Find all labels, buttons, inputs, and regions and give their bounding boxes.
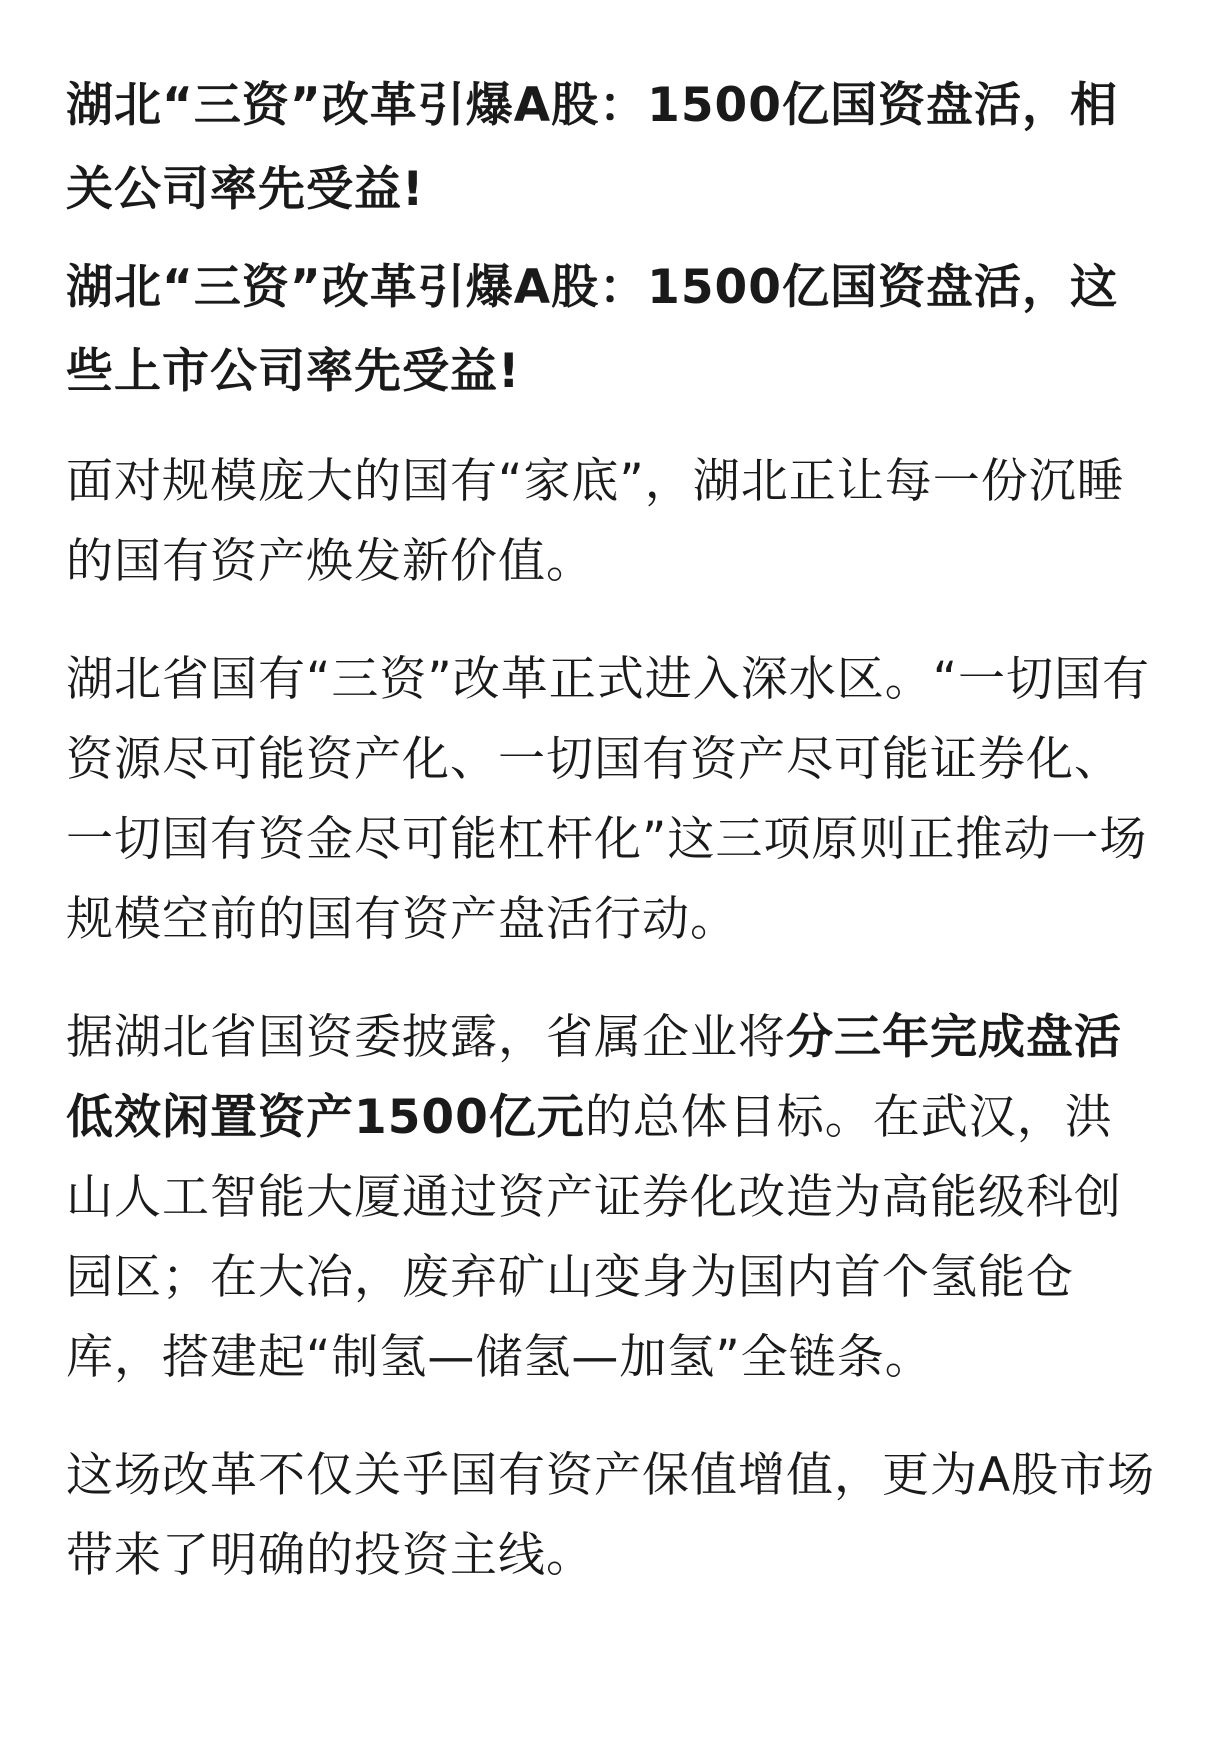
paragraph-asset-revitalization [66,998,1156,1398]
paragraph-lead-text: 据湖北省国资委披露，省属企业将 [66,1010,786,1065]
paragraph-tail-text: 的总体目标。在武汉，洪山人工智能大厦通过资产证券化改造为高能级科创园区；在大冶，废弃矿山变身为国内首个氢能仓库，搭建起“制氢—储氢—加氢”全链条。 [66,1090,1122,1385]
paragraph-reform-principles: 湖北省国有“三资”改革正式进入深水区。“一切国有资源尽可能资产化、一切国有资产尽可能证券化、一切国有资金尽可能杠杆化”这三项原则正推动一场规模空前的国有资产盘活行动。 [66,652,1151,947]
article-title: 湖北“三资”改革引爆A股：1500亿国资盘活，相关公司率先受益! [66,78,1118,217]
article-subtitle: 湖北“三资”改革引爆A股：1500亿国资盘活，这些上市公司率先受益! [66,260,1118,399]
article-body [66,64,1156,1634]
paragraph-intro: 面对规模庞大的国有“家底”，湖北正让每一份沉睡的国有资产焕发新价值。 [66,454,1125,589]
paragraph-investment-theme: 这场改革不仅关乎国有资产保值增值，更为A股市场带来了明确的投资主线。 [66,1448,1156,1583]
highlighted-target-text: 分三年完成盘活低效闲置资产1500亿元 [66,1010,1122,1145]
